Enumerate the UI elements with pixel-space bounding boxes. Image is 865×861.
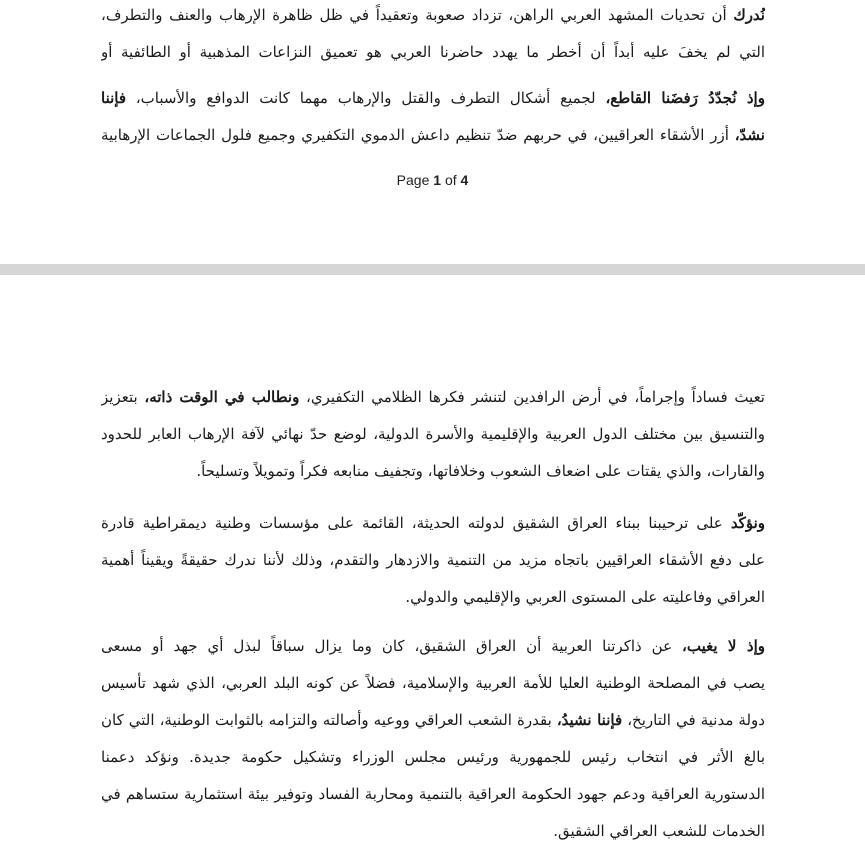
line-text: بقدرة الشعب العراقي ووعيه وأصالته والتزامه بالثوابت الوطنية، التي كان	[101, 711, 552, 729]
bold-phrase: ونطالب في الوقت ذاته،	[144, 388, 300, 406]
line-text: بتعزيز	[101, 388, 138, 406]
text-line	[101, 456, 765, 487]
line-text: بالغ الأثر في انتخاب رئيس للجمهورية ورئيس مجلس الوزراء وتشكيل حكومة جديدة. ونؤكد دعمنا	[101, 748, 765, 766]
text-line	[101, 705, 765, 736]
line-text: التي لم يخفَ عليه أبداً أن أخطر ما يهدد حاضرنا العربي هو تعميق النزاعات المذهبية أو الطائفية أو	[101, 43, 765, 61]
text-line	[101, 382, 765, 413]
text-line	[101, 668, 765, 699]
document-page-1	[0, 0, 865, 264]
text-line	[101, 83, 765, 114]
line-text: يصب في المصلحة الوطنية العليا للأمة العربية والإسلامية، فضلاً عن كونه البلد العربي، الذي شهد تأسيس	[101, 674, 765, 692]
paragraph-rejection	[101, 83, 765, 151]
page-separator	[0, 264, 865, 275]
line-text: والتنسيق بين مختلف الدول العربية والإقليمية والأسرة الدولية، لوضع حدّ نهائي لآفة الإرهاب العابر للحدود	[101, 425, 765, 443]
text-line	[101, 631, 765, 662]
line-text: على ترحيبنا ببناء العراق الشقيق لدولته الحديثة، القائمة على مؤسسات وطنية ديمقراطية قادرة	[101, 514, 723, 532]
bold-lead: ونؤكّد	[730, 514, 765, 532]
footer-of-word: of	[444, 172, 457, 188]
line-text: أزر الأشقاء العراقيين، في حربهم ضدّ تنظيم داعش الدموي التكفيري وجميع فلول الجماعات الإرهابية	[101, 126, 729, 144]
bold-phrase: فإننا نشيدُ،	[556, 711, 623, 729]
text-line	[101, 816, 765, 847]
line-text: عن ذاكرتنا العربية أن العراق الشقيق، كان وما يزال سباقاً لبذل أي جهد أو مسعى	[101, 637, 673, 655]
paragraph-affirm	[101, 508, 765, 613]
page-footer	[0, 172, 865, 188]
line-text: الدستورية العراقية ودعم جهود الحكومة العراقية بالتنمية ومحاربة الفساد وتوفير بيئة استثمارية ستساهم في	[101, 785, 765, 803]
paragraph-terror	[101, 382, 765, 487]
text-line	[101, 742, 765, 773]
bold-lead: وإذ نُجدّدُ رَفضَنا القاطع،	[605, 89, 765, 107]
line-text: أن تحديات المشهد العربي الراهن، تزداد صعوبة وتعقيداً في ظل ظاهرة الإرهاب والعنف والتطرف،	[101, 6, 727, 24]
text-line	[101, 779, 765, 810]
paragraph-nudrik	[101, 0, 765, 68]
line-text: لجميع أشكال التطرف والقتل والإرهاب مهما كانت الدوافع والأسباب،	[135, 89, 596, 107]
bold-phrase: فإننا	[101, 89, 127, 107]
text-line	[101, 419, 765, 450]
text-line	[101, 508, 765, 539]
bold-lead: نشدّ،	[734, 126, 765, 144]
bold-lead: نُدرك	[733, 6, 765, 24]
line-text: والقارات، والذي يقتات على اضعاف الشعوب وخلافاتها، وتجفيف منابعه فكراً وتمويلاً وتسليحاً.	[196, 462, 765, 480]
text-line	[101, 582, 765, 613]
bold-lead: وإذ لا يغيب،	[682, 637, 765, 655]
text-line	[101, 0, 765, 31]
footer-current-page: 1	[433, 172, 442, 188]
line-text: دولة مدنية في التاريخ،	[627, 711, 765, 729]
line-text: على دفع الأشقاء العراقيين باتجاه مزيد من التنمية والازدهار والتقدم، وذلك لأننا ندرك حقيقةً ويقيناً أهمية	[101, 551, 765, 569]
text-line	[101, 545, 765, 576]
line-text: العراقي وفاعليته على المستوى العربي والإقليمي والدولي.	[405, 588, 765, 606]
text-line	[101, 37, 765, 68]
footer-page-word: Page	[396, 172, 430, 188]
paragraph-memory	[101, 631, 765, 847]
text-line	[101, 120, 765, 151]
footer-total-pages: 4	[460, 172, 469, 188]
line-text: الخدمات للشعب العراقي الشقيق.	[553, 822, 765, 840]
line-text: تعيث فساداً وإجراماً، في أرض الرافدين لتنشر فكرها الظلامي التكفيري،	[306, 388, 765, 406]
document-page-2	[0, 275, 865, 861]
